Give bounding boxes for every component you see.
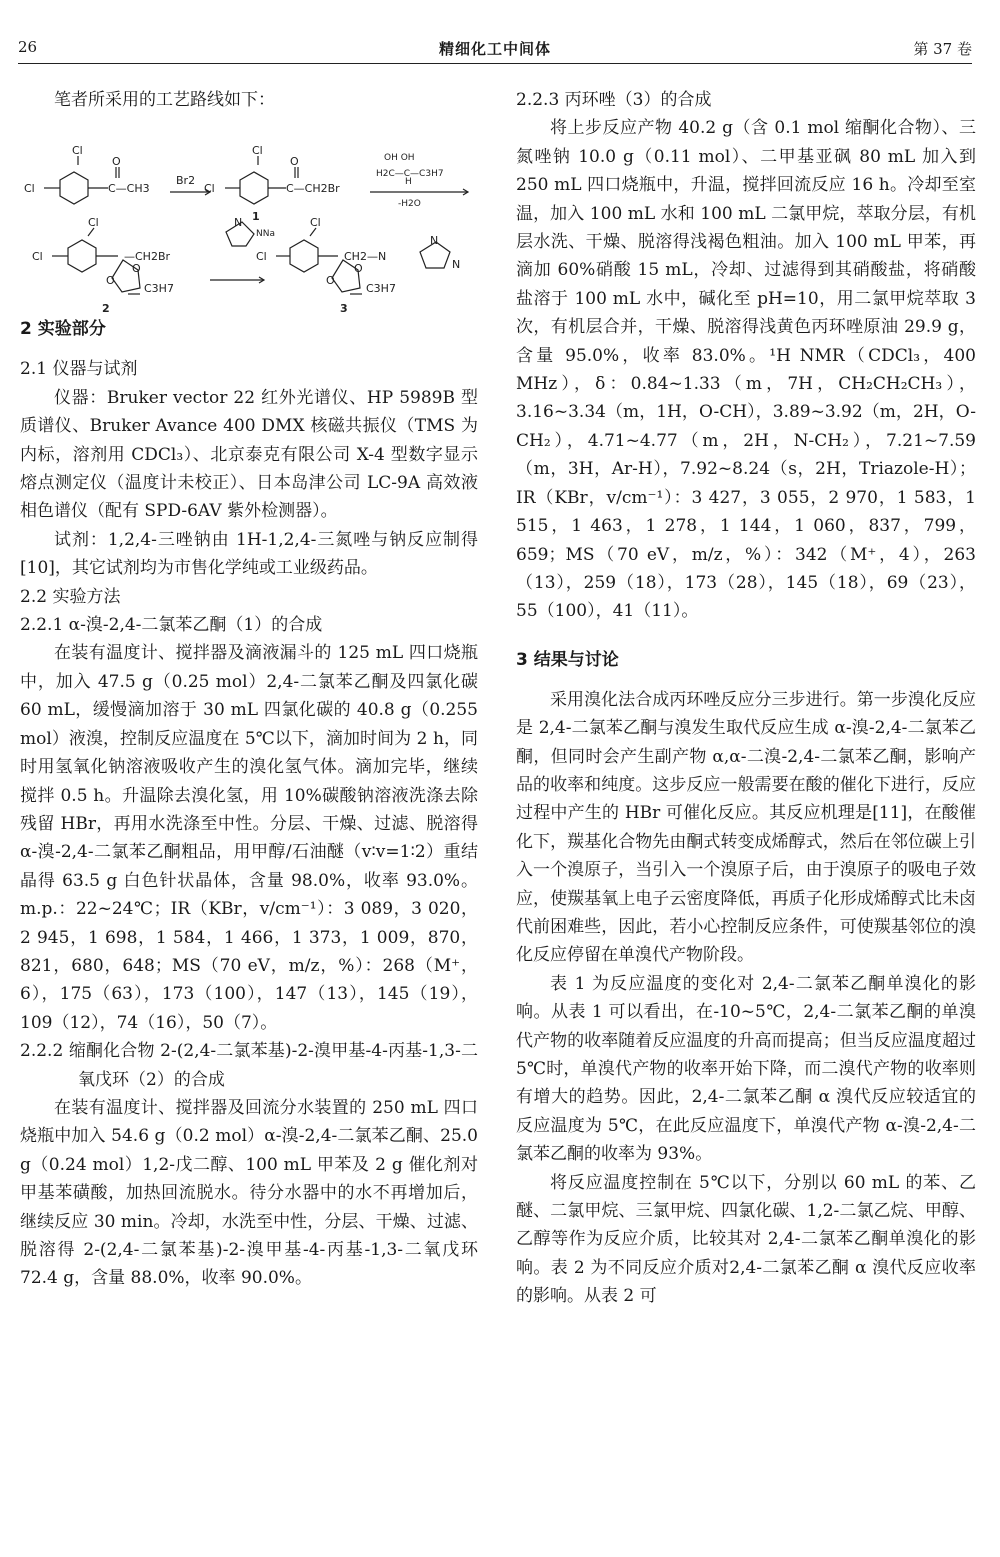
svg-text:Cl: Cl — [252, 144, 263, 158]
right-column — [516, 86, 976, 1311]
synthesis-scheme — [20, 120, 478, 316]
scheme-label-1: 1 — [252, 210, 260, 224]
reaction-scheme-svg — [20, 120, 478, 316]
scheme-cl-1: Cl — [72, 144, 83, 158]
scheme-ch3: C—CH3 — [108, 182, 150, 196]
scheme-ch2br: C—CH2Br — [286, 182, 340, 196]
svg-text:NNa: NNa — [256, 229, 275, 240]
journal-title: 精细化工中间体 — [438, 40, 551, 58]
scheme-cl-2: Cl — [24, 182, 35, 196]
para-reagents: 试剂：1,2,4-三唑钠由 1H-1,2,4-三氮唑与钠反应制得[10]，其它试剂均为市售化学纯或工业级药品。 — [20, 529, 478, 579]
header-rule — [18, 63, 972, 64]
svg-text:Cl: Cl — [256, 250, 267, 264]
scheme-label-3: 3 — [340, 302, 348, 316]
svg-text:H: H — [405, 177, 412, 188]
para-results-3: 将反应温度控制在 5℃以下，分别以 60 mL 的苯、乙醚、二氯甲烷、三氯甲烷、四氯化碳、1,2-二氯乙烷、甲醇、乙醇等作为反应介质，比较其对 2,4-二氯苯乙酮单溴化的影响。表 2 为不同反应介质对2,4-二氯苯乙酮 α 溴代反应收率的影响。从表 2 可 — [516, 1172, 976, 1307]
scheme-diol-oh: OH OH — [384, 153, 415, 164]
para-results-2: 表 1 为反应温度的变化对 2,4-二氯苯乙酮单溴化的影响。从表 1 可以看出，在-10~5℃，2,4-二氯苯乙酮的单溴代产物的收率随着反应温度的升高而提高；但当反应温度超过 5℃时，单溴代产物的收率开始下降，而二溴代产物的收率则有增大的趋势。因此，2,4-二氯苯乙酮 α 溴代反应较适宜的反应温度为 5℃，在此反应温度下，单溴代产物 α-溴-2,4-二氯苯乙酮的收率为 93%。 — [516, 973, 976, 1165]
svg-text:N: N — [452, 258, 461, 272]
para-instruments: 仪器：Bruker vector 22 红外光谱仪、HP 5989B 型质谱仪、Bruker Avance 400 DMX 核磁共振仪（TMS 为内标，溶剂用 CDCl₃）、北京泰克有限公司 X-4 型数字显示熔点测定仪（温度计未校正）、日本岛津公司 LC-9A 高效液相色谱仪（配有 SPD-6AV 紫外检测器）。 — [20, 387, 478, 522]
scheme-intro: 笔者所采用的工艺路线如下： — [54, 90, 275, 110]
para-results-1: 采用溴化法合成丙环唑反应分三步进行。第一步溴化反应是 2,4-二氯苯乙酮与溴发生取代反应生成 α-溴-2,4-二氯苯乙酮，但同时会产生副产物 α,α-二溴-2,4-二氯苯乙酮，影响产品的收率和纯度。这步反应一般需要在酸的催化下进行，反应过程中产生的 HBr 可催化反应。其反应机理是[11]，在酸催化下，羰基化合物先由酮式转变成烯醇式，然后在邻位碳上引入一个溴原子，当引入一个溴原子后，由于溴原子的吸电子效应，使羰基氧上电子云密度降低，再质子化形成烯醇式比未卤代前困难些，因此，若小心控制反应条件，可使羰基邻位的溴化反应停留在单溴代产物阶段。 — [516, 689, 976, 966]
volume-label: 第 37 卷 — [913, 40, 972, 58]
section-2-heading: 2 实验部分 — [20, 319, 106, 340]
scheme-ch2-n: CH2—N — [344, 250, 387, 264]
svg-text:O: O — [106, 274, 115, 288]
scheme-ch2br-2: —CH2Br — [124, 250, 171, 264]
para-2-2-3: 将上步反应产物 40.2 g（含 0.1 mol 缩酮化合物）、三氮唑钠 10.0 g（0.11 mol）、二甲基亚砜 80 mL 加入到 250 mL 四口烧瓶中，升温，搅拌回流反应 16 h。冷却至室温，加入 100 mL 水和 100 mL 二氯甲烷，萃取分层，有机层水洗、干燥、脱溶得浅褐色粗油。加入 100 mL 甲苯，再滴加 60%硝酸 15 mL，冷却、过滤得到其硝酸盐，将硝酸盐溶于 100 mL 水中，碱化至 pH=10，用二氯甲烷萃取 3 次，有机层合并，干燥、脱溶得浅黄色丙环唑原油 29.9 g，含量 95.0%，收率 83.0%。¹H NMR（CDCl₃，400 MHz），δ：0.84~1.33（m，7H，CH₂CH₂CH₃），3.16~3.34（m，1H，O-CH），3.89~3.92（m，2H，O-CH₂），4.71~4.77（m，2H，N-CH₂），7.21~7.59（m，3H，Ar-H），7.92~8.24（s，2H，Triazole-H）；IR（KBr，v/cm⁻¹）：3 427，3 055，2 970，1 583，1 515，1 463，1 278，1 144，1 060，837，799，659；MS（70 eV，m/z，%）：342（M⁺，4），263（13），259（18），173（28），145（18），69（23），55（100），41（11）。 — [516, 118, 976, 622]
svg-text:O: O — [112, 155, 121, 169]
para-2-2-1: 在装有温度计、搅拌器及滴液漏斗的 125 mL 四口烧瓶中，加入 47.5 g（0.25 mol）2,4-二氯苯乙酮及四氯化碳 60 mL，缓慢滴加溶于 30 mL 四氯化碳的 40.8 g（0.255 mol）液溴，控制反应温度在 5℃以下，滴加时间为 2 h，同时用氢氧化钠溶液吸收产生的溴化氢气体。滴加完毕，继续搅拌 0.5 h。升温除去溴化氢，用 10%碳酸钠溶液洗涤去除残留 HBr，再用水洗涤至中性。分层、干燥、过滤、脱溶得 α-溴-2,4-二氯苯乙酮粗品，用甲醇/石油醚（v∶v=1∶2）重结晶得 63.5 g 白色针状晶体，含量 98.0%，收率 93.0%。m.p.：22~24℃；IR（KBr，v/cm⁻¹）：3 089，3 020，2 945，1 698，1 584，1 466，1 373，1 009，870，821，680，648；MS（70 eV，m/z，%）：268（M⁺，6），175（63），173（100），147（13），145（19），109（12），74（16），50（7）。 — [20, 643, 478, 1033]
svg-text:O: O — [290, 155, 299, 169]
svg-text:Cl: Cl — [32, 250, 43, 264]
scheme-label-2: 2 — [102, 302, 110, 316]
svg-text:N: N — [430, 234, 439, 248]
svg-text:O: O — [326, 274, 335, 288]
scheme-diol: H2C—C—C3H7 — [376, 169, 444, 180]
heading-2-2-1: 2.2.1 α-溴-2,4-二氯苯乙酮（1）的合成 — [20, 615, 323, 636]
svg-text:Cl: Cl — [204, 182, 215, 196]
scheme-c3h7-2: C3H7 — [144, 282, 174, 296]
svg-text:N: N — [234, 216, 243, 230]
heading-2-1: 2.1 仪器与试剂 — [20, 359, 138, 380]
svg-text:O: O — [354, 262, 363, 276]
svg-text:O: O — [132, 262, 141, 276]
svg-text:Cl: Cl — [310, 216, 321, 230]
heading-2-2-2: 2.2.2 缩酮化合物 2-(2,4-二氯苯基)-2-溴甲基-4-丙基-1,3-二氧戊环（2）的合成 — [20, 1041, 478, 1090]
scheme-c3h7-3: C3H7 — [366, 282, 396, 296]
section-3-heading: 3 结果与讨论 — [516, 649, 619, 670]
scheme-minus-water: -H2O — [398, 199, 421, 210]
heading-2-2: 2.2 实验方法 — [20, 586, 121, 607]
page-number: 26 — [18, 38, 38, 56]
running-header — [18, 38, 972, 64]
left-column — [20, 86, 478, 1293]
para-2-2-2: 在装有温度计、搅拌器及回流分水装置的 250 mL 四口烧瓶中加入 54.6 g（0.2 mol）α-溴-2,4-二氯苯乙酮、25.0 g（0.24 mol）1,2-戊二醇、100 mL 甲苯及 2 g 催化剂对甲基苯磺酸，加热回流脱水。待分水器中的水不再增加后，继续反应 30 min。冷却，水洗至中性，分层、干燥、过滤、脱溶得 2-(2,4-二氯苯基)-2-溴甲基-4-丙基-1,3-二氧戊环 72.4 g，含量 88.0%，收率 90.0%。 — [20, 1097, 478, 1289]
scheme-br2: Br2 — [176, 174, 196, 188]
heading-2-2-3: 2.2.3 丙环唑（3）的合成 — [516, 90, 712, 110]
svg-text:Cl: Cl — [88, 216, 99, 230]
